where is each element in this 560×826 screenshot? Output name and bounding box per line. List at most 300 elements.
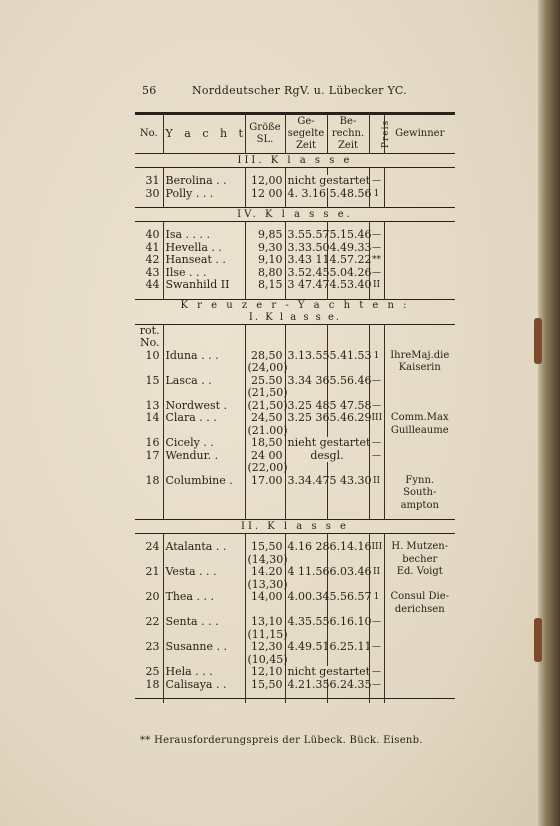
cell-preis: — [369, 375, 384, 388]
cell-groesse: 12,00 [245, 175, 285, 188]
table-row [135, 487, 455, 500]
spacer-row [135, 699, 455, 704]
cell-no: 14 [145, 411, 160, 424]
table-row [135, 566, 455, 579]
col-header-yacht: Y a c h t [163, 114, 245, 154]
cell-no: 10 [145, 348, 160, 362]
cell-no [135, 462, 163, 475]
cell-no: 42 [145, 253, 160, 266]
cell-no: 25 [145, 665, 160, 678]
table-row [135, 437, 455, 450]
cell-preis: III [369, 412, 384, 425]
cell-groesse: (21,50) [245, 400, 285, 413]
cell-berechnete: 4.49.33 [327, 242, 369, 255]
cell-gewinner: South- [384, 487, 455, 500]
cell-no: 30 [145, 186, 160, 200]
table-row [135, 387, 455, 400]
cell-groesse: 15,50 [245, 541, 285, 554]
cell-gesegelte: 4.16 28 [285, 541, 327, 554]
spacer-cell [285, 200, 327, 208]
cell-yacht: Hela . . . [163, 666, 245, 679]
table-header [135, 114, 455, 154]
cell-berechnete: 5 47.58 [327, 400, 369, 413]
cell-berechnete: 6.03.46 [327, 566, 369, 579]
cell-yacht: Isa . . . . [163, 229, 245, 242]
cell-gewinner [384, 375, 455, 388]
cell-groesse: 18,50 [245, 437, 285, 450]
cell-gesegelte: desgl. [285, 450, 369, 463]
cell-gesegelte: 4. 3.16 [285, 188, 327, 201]
cell-gesegelte: 3.33.50 [285, 242, 327, 255]
cell-berechnete [327, 324, 369, 337]
cell-no: 18 [145, 473, 160, 487]
cell-gewinner [384, 229, 455, 242]
cell-preis: 1 [369, 350, 384, 363]
cell-groesse: 17.00 [245, 475, 285, 488]
cell-preis: ** [369, 254, 384, 267]
cell-gewinner: Ed. Voigt [384, 566, 455, 579]
cell-preis: — [369, 242, 384, 255]
spacer-cell [384, 168, 455, 176]
cell-berechnete: 5.56.46 [327, 375, 369, 388]
cell-gesegelte: 3.25 36 [285, 412, 327, 425]
cell-no: 21 [145, 565, 160, 578]
cell-yacht: Atalanta . . [163, 541, 245, 554]
cell-no: 41 [145, 240, 160, 254]
cell-gesegelte: 3 47.47 [285, 279, 327, 292]
table-row [135, 412, 455, 425]
cell-groesse: 8,15 [245, 279, 285, 292]
spacer-cell [327, 200, 369, 208]
spacer-cell [327, 512, 369, 520]
cell-gewinner [384, 175, 455, 188]
spacer-cell [327, 691, 369, 699]
cell-groesse: 14,00 [245, 591, 285, 604]
cell-yacht: Cicely . . [163, 437, 245, 450]
cell-preis: II [369, 566, 384, 579]
cell-gewinner: Guilleaume [384, 425, 455, 438]
cell-no: rot. [139, 323, 160, 337]
cell-gewinner: Kaiserin [384, 362, 455, 375]
section-subheading-text: I. K l a s s e. [135, 312, 455, 325]
cell-berechnete: 5.41.53 [327, 350, 369, 363]
cell-yacht: Wendur. . [163, 450, 245, 463]
section-heading-text: III. K l a s s e [135, 154, 455, 168]
cell-berechnete: 6.24.35 [327, 679, 369, 692]
cell-groesse: 9,30 [245, 242, 285, 255]
cell-gesegelte [285, 387, 327, 400]
table-body [135, 154, 455, 704]
cell-gesegelte: 3.25 48 [285, 400, 327, 413]
cell-preis: 1 [369, 188, 384, 201]
cell-preis: — [369, 641, 384, 654]
spacer-cell [384, 292, 455, 300]
cell-groesse: 24 00 [245, 450, 285, 463]
cell-gesegelte: 3.43 11 [285, 254, 327, 267]
cell-gesegelte: 4 11.56 [285, 566, 327, 579]
spacer-cell [384, 512, 455, 520]
cell-no: 20 [145, 590, 160, 603]
page-tab-marker [534, 618, 542, 662]
cell-preis: — [369, 437, 384, 450]
table-row [135, 188, 455, 201]
spacer-cell [285, 691, 327, 699]
cell-no: 17 [145, 448, 160, 462]
cell-preis: — [369, 450, 384, 463]
cell-preis [369, 500, 384, 513]
cell-gewinner [384, 462, 455, 475]
col-header-no: No. [139, 128, 158, 139]
cell-yacht [163, 324, 245, 337]
cell-berechnete: 5.48.56 [327, 188, 369, 201]
cell-preis: — [369, 229, 384, 242]
cell-berechnete: 5.15.46 [327, 229, 369, 242]
spacer-cell [163, 200, 245, 208]
cell-yacht: Vesta . . . [163, 566, 245, 579]
cell-no: 16 [145, 436, 160, 449]
spacer-cell [135, 699, 163, 704]
cell-yacht [163, 487, 245, 500]
section-heading [135, 520, 455, 534]
cell-gesegelte: nicht gestartet [285, 175, 369, 188]
spacer-cell [327, 292, 369, 300]
cell-groesse: 12,10 [245, 666, 285, 679]
section-heading-text: K r e u z e r - Y a c h t e n : [135, 299, 455, 312]
cell-berechnete [327, 487, 369, 500]
col-header-groesse-line: Größe [249, 122, 281, 133]
cell-gewinner [384, 629, 455, 642]
cell-groesse: 28,50 [245, 350, 285, 363]
cell-no [135, 487, 163, 500]
cell-no [135, 500, 163, 513]
cell-preis: — [369, 267, 384, 280]
cell-yacht: Hevella . . [163, 242, 245, 255]
cell-no: 23 [145, 640, 160, 653]
cell-yacht: Nordwest . [163, 400, 245, 413]
cell-gewinner: IhreMaj.die [384, 350, 455, 363]
footnote: ** Herausforderungspreis der Lübeck. Bück. Eisenb. [140, 735, 423, 746]
section-heading [135, 299, 455, 312]
spacer-cell [369, 292, 384, 300]
cell-preis: II [369, 475, 384, 488]
table-row [135, 375, 455, 388]
cell-gewinner: becher [384, 554, 455, 567]
cell-preis: II [369, 279, 384, 292]
cell-groesse: 12 00 [245, 188, 285, 201]
cell-no: 40 [145, 228, 160, 241]
cell-groesse: (22,00) [245, 462, 285, 475]
spacer-cell [369, 512, 384, 520]
spacer-cell [135, 200, 163, 208]
spacer-row [135, 691, 455, 699]
cell-preis: — [369, 616, 384, 629]
cell-no: 22 [145, 615, 160, 628]
cell-preis: — [369, 679, 384, 692]
cell-gewinner [384, 654, 455, 667]
cell-yacht: Columbine . [163, 475, 245, 488]
running-header [142, 84, 462, 100]
cell-gewinner [384, 666, 455, 679]
spacer-cell [384, 200, 455, 208]
col-header-groesse-line: SL. [256, 134, 274, 145]
results-table-container [135, 112, 455, 703]
cell-gewinner [384, 387, 455, 400]
cell-preis [369, 324, 384, 337]
running-head-title: Norddeutscher RgV. u. Lübecker YC. [192, 84, 407, 97]
table-row [135, 350, 455, 363]
section-subheading [135, 312, 455, 325]
cell-groesse: 15,50 [245, 679, 285, 692]
col-header-preis [369, 114, 391, 154]
cell-groesse: (14,30) [245, 554, 285, 567]
table-row [135, 324, 455, 337]
cell-yacht: Lasca . . [163, 375, 245, 388]
cell-preis [369, 362, 384, 375]
cell-gesegelte [285, 500, 327, 513]
table-row [135, 475, 455, 488]
cell-no [135, 362, 163, 375]
cell-gesegelte: 3.55.57 [285, 229, 327, 242]
cell-groesse: 8,80 [245, 267, 285, 280]
cell-groesse [245, 324, 285, 337]
col-header-gewinner: Gewinner [384, 114, 455, 154]
spacer-cell [285, 699, 327, 704]
cell-gewinner: derichsen [384, 604, 455, 617]
cell-yacht: Swanhild II [163, 279, 245, 292]
spacer-cell [163, 691, 245, 699]
cell-gewinner [384, 679, 455, 692]
cell-groesse: (11,15) [245, 629, 285, 642]
cell-yacht: Susanne . . [163, 641, 245, 654]
cell-groesse: (21,50) [245, 387, 285, 400]
cell-yacht: Polly . . . [163, 188, 245, 201]
cell-berechnete [327, 500, 369, 513]
cell-preis: — [369, 400, 384, 413]
cell-gesegelte [285, 324, 327, 337]
cell-yacht [163, 462, 245, 475]
spacer-row [135, 200, 455, 208]
spacer-cell [369, 168, 384, 176]
book-spine [538, 0, 560, 826]
cell-no: 44 [145, 278, 160, 291]
cell-yacht: Senta . . . [163, 616, 245, 629]
cell-gesegelte [285, 337, 327, 350]
table-row [135, 279, 455, 292]
cell-groesse: 24,50 [245, 412, 285, 425]
cell-gewinner [384, 267, 455, 280]
table-row [135, 229, 455, 242]
cell-no: 31 [145, 174, 160, 187]
spacer-cell [163, 292, 245, 300]
cell-yacht [163, 387, 245, 400]
cell-gewinner: Consul Die- [384, 591, 455, 604]
spacer-cell [163, 699, 245, 704]
spacer-cell [245, 512, 285, 520]
cell-berechnete [327, 362, 369, 375]
section-heading-text: IV. K l a s s e. [135, 208, 455, 222]
table-row [135, 641, 455, 654]
cell-groesse [245, 487, 285, 500]
col-header-gesegelte-line: Ge- [297, 116, 315, 127]
cell-gesegelte [285, 462, 327, 475]
cell-gesegelte [285, 362, 327, 375]
col-header-preis-text: Preis [380, 119, 391, 149]
spacer-cell [369, 200, 384, 208]
cell-yacht: Berolina . . [163, 175, 245, 188]
cell-gewinner [384, 324, 455, 337]
spacer-row [135, 292, 455, 300]
table-row [135, 679, 455, 692]
cell-gesegelte: 4.35.55 [285, 616, 327, 629]
table-row [135, 462, 455, 475]
cell-yacht: Calisaya . . [163, 679, 245, 692]
cell-berechnete [327, 337, 369, 350]
cell-gewinner: Comm.Max [384, 412, 455, 425]
cell-preis [369, 462, 384, 475]
cell-preis [369, 487, 384, 500]
cell-no: 15 [145, 373, 160, 387]
cell-gesegelte: 4.21.35 [285, 679, 327, 692]
cell-gewinner [384, 450, 455, 463]
col-header-berechnete-zeit [327, 114, 369, 154]
cell-yacht: Ilse . . . [163, 267, 245, 280]
cell-groesse: (24,00) [245, 362, 285, 375]
spacer-cell [245, 699, 285, 704]
cell-no [135, 387, 163, 400]
spacer-cell [384, 534, 455, 542]
page-number: 56 [142, 84, 157, 97]
cell-no: 24 [145, 540, 160, 553]
cell-groesse: 14.20 [245, 566, 285, 579]
cell-gesegelte: nicht gestartet [285, 666, 369, 679]
table-row [135, 362, 455, 375]
spacer-cell [327, 699, 369, 704]
col-header-gesegelte-line: Zeit [295, 140, 317, 151]
spacer-cell [135, 292, 163, 300]
cell-yacht [163, 337, 245, 350]
cell-berechnete: 5.04.26 [327, 267, 369, 280]
cell-yacht: Thea . . . [163, 591, 245, 604]
section-heading [135, 208, 455, 222]
spacer-cell [384, 222, 455, 230]
cell-groesse: (13,30) [245, 579, 285, 592]
col-header-gesegelte-zeit [285, 114, 327, 154]
cell-berechnete: 6.14.16 [327, 541, 369, 554]
cell-gewinner [384, 188, 455, 201]
spacer-cell [245, 292, 285, 300]
cell-preis [369, 654, 384, 667]
table-row [135, 500, 455, 513]
cell-no: 43 [145, 265, 160, 279]
cell-gesegelte: 3.13.55 [285, 350, 327, 363]
cell-no: No. [139, 336, 160, 349]
spacer-row [135, 512, 455, 520]
cell-preis [369, 337, 384, 350]
cell-berechnete: 4.57.22 [327, 254, 369, 267]
cell-groesse: (10,45) [245, 654, 285, 667]
cell-groesse: 9,85 [245, 229, 285, 242]
cell-berechnete: 6.25.11 [327, 641, 369, 654]
table-row [135, 616, 455, 629]
cell-berechnete: 5.56.57 [327, 591, 369, 604]
cell-no: 13 [145, 398, 160, 412]
cell-gesegelte: 3.34 36 [285, 375, 327, 388]
cell-preis: III [369, 541, 384, 554]
cell-gesegelte: 3.52.45 [285, 267, 327, 280]
spacer-cell [285, 512, 327, 520]
cell-gewinner [384, 337, 455, 350]
cell-preis [369, 387, 384, 400]
cell-preis: — [369, 666, 384, 679]
spacer-cell [285, 292, 327, 300]
cell-groesse: 13,10 [245, 616, 285, 629]
spacer-cell [135, 691, 163, 699]
section-heading-text: II. K l a s s e [135, 520, 455, 534]
col-header-groesse [245, 114, 285, 154]
spacer-cell [245, 691, 285, 699]
cell-groesse: 25.50 [245, 375, 285, 388]
cell-yacht: Hanseat . . [163, 254, 245, 267]
cell-berechnete: 5.46.29 [327, 412, 369, 425]
page-tab-marker [534, 318, 542, 364]
cell-gesegelte: 4.49.51 [285, 641, 327, 654]
spacer-cell [384, 699, 455, 704]
table-row [135, 450, 455, 463]
spacer-cell [369, 691, 384, 699]
table-row [135, 337, 455, 350]
cell-berechnete [327, 387, 369, 400]
col-header-berechnete-line: Be- [339, 116, 357, 127]
table-row [135, 254, 455, 267]
spacer-cell [163, 512, 245, 520]
table-row [135, 175, 455, 188]
col-header-berechnete-line: rechn. [331, 128, 365, 139]
table-row [135, 591, 455, 604]
cell-gesegelte: nieht gestartet [285, 437, 369, 450]
col-header-berechnete-line: Zeit [337, 140, 359, 151]
col-header-gesegelte-line: segelte [287, 128, 325, 139]
spacer-cell [384, 691, 455, 699]
cell-gewinner [384, 579, 455, 592]
cell-groesse: (21.00) [245, 425, 285, 438]
cell-berechnete: 4.53.40 [327, 279, 369, 292]
table-row [135, 666, 455, 679]
table-row [135, 541, 455, 554]
cell-no: 18 [145, 677, 160, 691]
cell-groesse: 12,30 [245, 641, 285, 654]
cell-yacht [163, 362, 245, 375]
cell-gewinner: Fynn. [384, 475, 455, 488]
cell-gewinner [384, 242, 455, 255]
cell-yacht: Clara . . . [163, 412, 245, 425]
cell-yacht [163, 500, 245, 513]
cell-gewinner [384, 641, 455, 654]
cell-gewinner: ampton [384, 500, 455, 513]
cell-gewinner [384, 279, 455, 292]
spacer-cell [135, 512, 163, 520]
cell-gewinner [384, 437, 455, 450]
spacer-cell [369, 699, 384, 704]
cell-preis [369, 425, 384, 438]
cell-gesegelte: 3.34.47 [285, 475, 327, 488]
results-table [135, 112, 455, 703]
cell-yacht: Iduna . . . [163, 350, 245, 363]
cell-groesse [245, 500, 285, 513]
cell-gewinner [384, 400, 455, 413]
cell-preis: 1 [369, 591, 384, 604]
cell-gesegelte: 4.00.34 [285, 591, 327, 604]
cell-gewinner [384, 254, 455, 267]
